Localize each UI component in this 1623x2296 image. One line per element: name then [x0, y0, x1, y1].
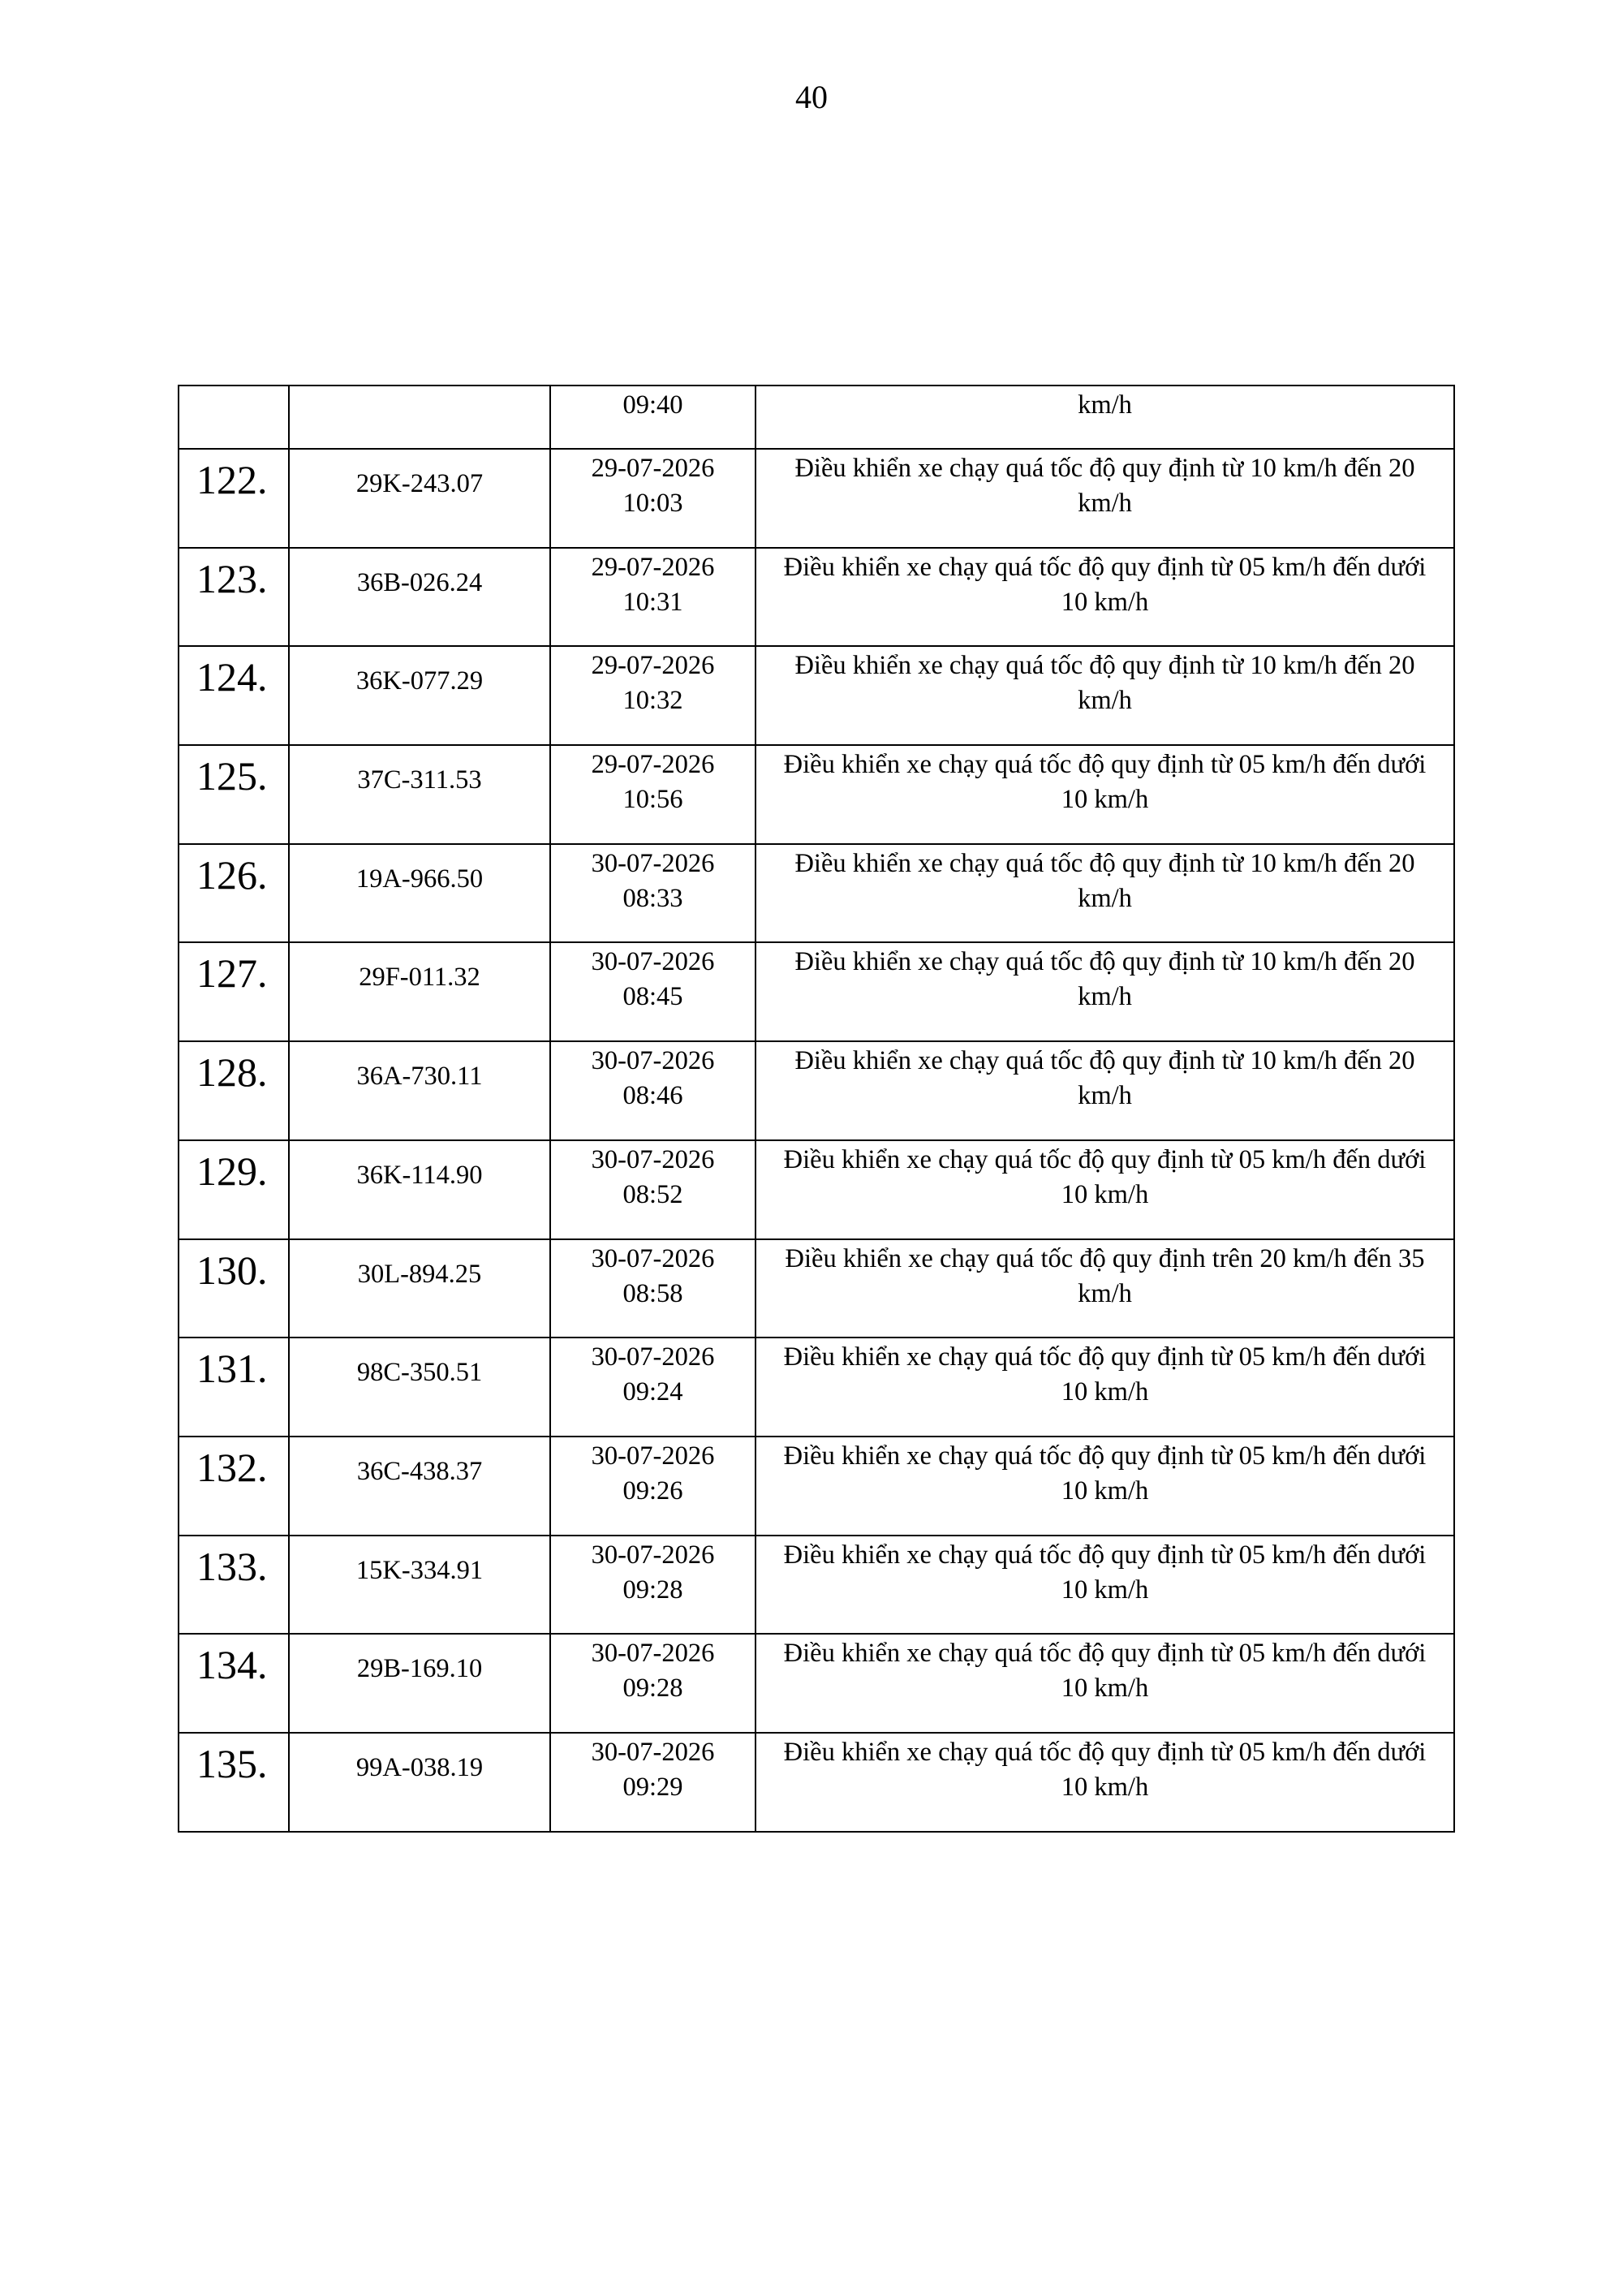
datetime-cell: [550, 745, 756, 844]
description-text: Điều khiển xe chạy quá tốc độ quy định từ 10 km/h đến 20 km/h: [794, 947, 1415, 1012]
description-cell: [756, 1536, 1454, 1635]
description-text: Điều khiển xe chạy quá tốc độ quy định từ 05 km/h đến dưới 10 km/h: [783, 1144, 1427, 1209]
table-row: [179, 1536, 1454, 1635]
date-text: 30-07-2026: [591, 1342, 715, 1372]
plate-cell: 36C-438.37: [289, 1437, 550, 1536]
table-row: [179, 449, 1454, 548]
table-row: [179, 942, 1454, 1041]
description-cell: [756, 1140, 1454, 1239]
row-number-cell: 128.: [179, 1041, 289, 1140]
description-cell: [756, 646, 1454, 745]
time-text: 10:56: [622, 785, 683, 815]
row-number-cell: 129.: [179, 1140, 289, 1239]
date-text: 30-07-2026: [591, 1540, 715, 1570]
time-text: 09:26: [622, 1475, 683, 1506]
time-text: 09:28: [622, 1574, 683, 1605]
row-number-cell: 125.: [179, 745, 289, 844]
row-number-cell: 132.: [179, 1437, 289, 1536]
time-text: 09:28: [622, 1674, 683, 1704]
row-number-cell: 133.: [179, 1536, 289, 1635]
description-text: Điều khiển xe chạy quá tốc độ quy định từ 10 km/h đến 20 km/h: [794, 651, 1415, 716]
table-row: [179, 844, 1454, 943]
time-text: 09:29: [622, 1772, 683, 1802]
plate-cell: 29F-011.32: [289, 942, 550, 1041]
description-text: Điều khiển xe chạy quá tốc độ quy định từ 05 km/h đến dưới 10 km/h: [783, 1737, 1427, 1802]
date-text: 30-07-2026: [591, 1046, 715, 1076]
plate-cell: 29B-169.10: [289, 1634, 550, 1733]
description-text: Điều khiển xe chạy quá tốc độ quy định từ 05 km/h đến dưới 10 km/h: [783, 1441, 1427, 1506]
description-cell: [756, 548, 1454, 647]
datetime-cell: [550, 548, 756, 647]
date-text: 29-07-2026: [591, 651, 715, 681]
plate-cell: 36A-730.11: [289, 1041, 550, 1140]
row-number-cell: [179, 386, 289, 449]
time-text: 09:24: [622, 1377, 683, 1407]
table-row: [179, 1733, 1454, 1832]
row-number-cell: 123.: [179, 548, 289, 647]
date-text: 30-07-2026: [591, 848, 715, 878]
datetime-cell: [550, 1733, 756, 1832]
time-text: 08:46: [622, 1081, 683, 1111]
plate-cell: [289, 386, 550, 449]
description-text: Điều khiển xe chạy quá tốc độ quy định trên 20 km/h đến 35 km/h: [785, 1243, 1425, 1308]
date-text: 30-07-2026: [591, 1144, 715, 1174]
table-row: [179, 646, 1454, 745]
description-cell: [756, 1733, 1454, 1832]
table-row: [179, 1140, 1454, 1239]
datetime-cell: [550, 1437, 756, 1536]
datetime-cell: [550, 1536, 756, 1635]
table-row: [179, 1338, 1454, 1437]
time-text: 10:31: [622, 587, 683, 617]
date-text: 30-07-2026: [591, 1737, 715, 1767]
row-number-cell: 134.: [179, 1634, 289, 1733]
datetime-cell: [550, 1140, 756, 1239]
continuation-row: [179, 386, 1454, 449]
date-text: 29-07-2026: [591, 750, 715, 780]
row-number-cell: 127.: [179, 942, 289, 1041]
page-number: 40: [795, 79, 828, 115]
description-cell: [756, 386, 1454, 449]
time-text: 08:33: [622, 883, 683, 913]
plate-cell: 36B-026.24: [289, 548, 550, 647]
table-row: [179, 1239, 1454, 1338]
plate-cell: 30L-894.25: [289, 1239, 550, 1338]
description-text: km/h: [1078, 390, 1132, 420]
description-cell: [756, 449, 1454, 548]
date-text: 29-07-2026: [591, 552, 715, 582]
plate-cell: 15K-334.91: [289, 1536, 550, 1635]
datetime-cell: [550, 1338, 756, 1437]
description-text: Điều khiển xe chạy quá tốc độ quy định từ 10 km/h đến 20 km/h: [794, 454, 1415, 518]
plate-cell: 29K-243.07: [289, 449, 550, 548]
table-row: [179, 1437, 1454, 1536]
row-number-cell: 124.: [179, 646, 289, 745]
row-number-cell: 135.: [179, 1733, 289, 1832]
plate-cell: 37C-311.53: [289, 745, 550, 844]
datetime-cell: [550, 844, 756, 943]
description-cell: [756, 745, 1454, 844]
description-cell: [756, 1239, 1454, 1338]
datetime-cell: [550, 942, 756, 1041]
description-text: Điều khiển xe chạy quá tốc độ quy định từ 05 km/h đến dưới 10 km/h: [783, 552, 1427, 617]
date-text: 30-07-2026: [591, 1243, 715, 1273]
table-row: [179, 548, 1454, 647]
violations-table: [178, 385, 1455, 1833]
description-text: Điều khiển xe chạy quá tốc độ quy định từ 10 km/h đến 20 km/h: [794, 1046, 1415, 1111]
plate-cell: 36K-077.29: [289, 646, 550, 745]
description-cell: [756, 942, 1454, 1041]
datetime-cell: [550, 646, 756, 745]
table-body: [179, 386, 1454, 1832]
plate-cell: 99A-038.19: [289, 1733, 550, 1832]
row-number-cell: 131.: [179, 1338, 289, 1437]
table-row: [179, 745, 1454, 844]
plate-cell: 36K-114.90: [289, 1140, 550, 1239]
time-text: 10:03: [622, 489, 683, 518]
plate-cell: 19A-966.50: [289, 844, 550, 943]
date-text: 29-07-2026: [591, 454, 715, 483]
description-cell: [756, 1338, 1454, 1437]
time-text: 09:40: [622, 390, 683, 420]
datetime-cell: [550, 1041, 756, 1140]
description-cell: [756, 844, 1454, 943]
datetime-cell: [550, 449, 756, 548]
datetime-cell: [550, 1239, 756, 1338]
description-text: Điều khiển xe chạy quá tốc độ quy định từ 05 km/h đến dưới 10 km/h: [783, 1342, 1427, 1407]
description-cell: [756, 1634, 1454, 1733]
date-text: 30-07-2026: [591, 1639, 715, 1669]
description-text: Điều khiển xe chạy quá tốc độ quy định từ 05 km/h đến dưới 10 km/h: [783, 1639, 1427, 1704]
time-text: 08:45: [622, 982, 683, 1012]
row-number-cell: 122.: [179, 449, 289, 548]
description-text: Điều khiển xe chạy quá tốc độ quy định từ 05 km/h đến dưới 10 km/h: [783, 1540, 1427, 1605]
description-text: Điều khiển xe chạy quá tốc độ quy định từ 10 km/h đến 20 km/h: [794, 848, 1415, 913]
description-cell: [756, 1437, 1454, 1536]
date-text: 30-07-2026: [591, 947, 715, 977]
description-text: Điều khiển xe chạy quá tốc độ quy định từ 05 km/h đến dưới 10 km/h: [783, 750, 1427, 815]
description-cell: [756, 1041, 1454, 1140]
time-text: 08:52: [622, 1179, 683, 1209]
date-text: 30-07-2026: [591, 1441, 715, 1471]
time-text: 08:58: [622, 1278, 683, 1308]
row-number-cell: 126.: [179, 844, 289, 943]
time-text: 10:32: [622, 686, 683, 716]
row-number-cell: 130.: [179, 1239, 289, 1338]
plate-cell: 98C-350.51: [289, 1338, 550, 1437]
datetime-cell: [550, 386, 756, 449]
datetime-cell: [550, 1634, 756, 1733]
table-row: [179, 1634, 1454, 1733]
table-row: [179, 1041, 1454, 1140]
